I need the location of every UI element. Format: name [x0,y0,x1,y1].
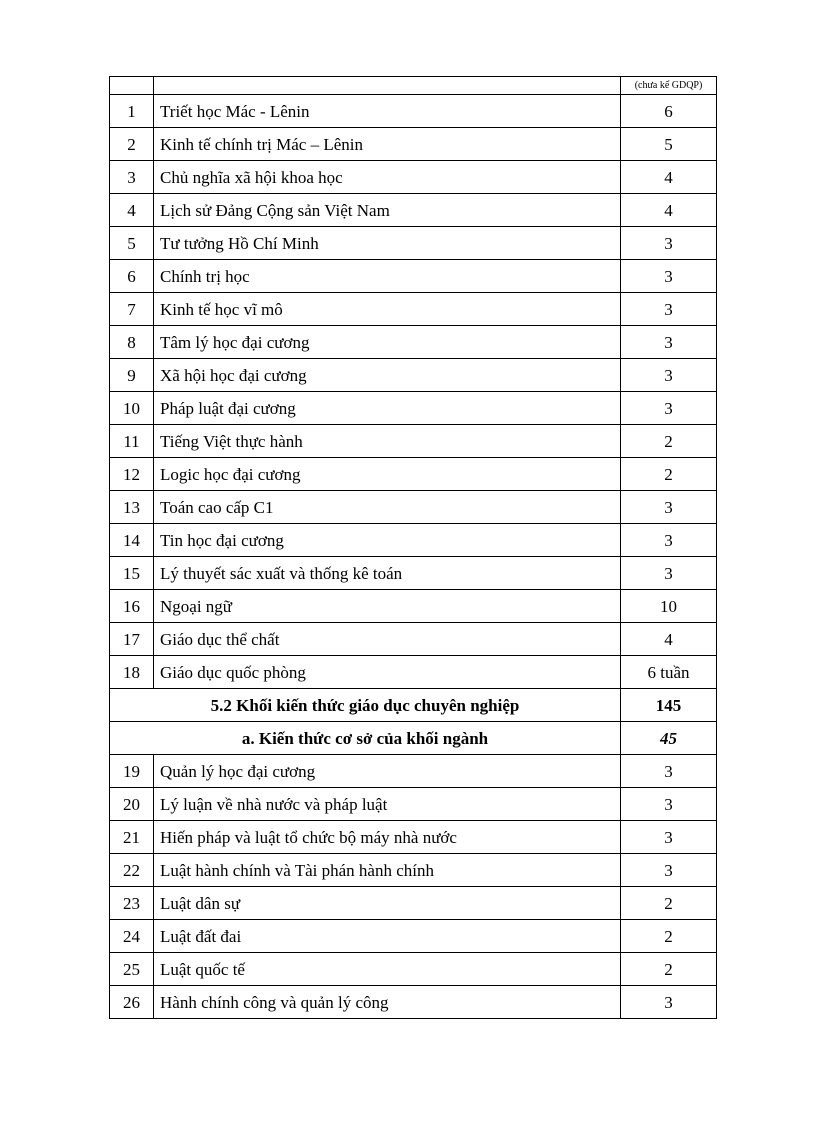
course-row [110,194,717,227]
course-row [110,260,717,293]
course-row [110,128,717,161]
course-number: 18 [110,656,154,689]
course-number: 24 [110,920,154,953]
course-row [110,821,717,854]
header-blank-cell [154,77,621,95]
course-credits: 3 [621,755,717,788]
course-credits: 2 [621,425,717,458]
course-number: 25 [110,953,154,986]
course-name: Luật quốc tế [154,953,621,986]
course-name: Luật dân sự [154,887,621,920]
curriculum-table [109,76,717,1019]
course-credits: 3 [621,854,717,887]
course-name: Hành chính công và quản lý công [154,986,621,1019]
course-row [110,227,717,260]
course-row [110,656,717,689]
course-number: 23 [110,887,154,920]
course-row [110,623,717,656]
course-credits: 6 tuần [621,656,717,689]
course-credits: 3 [621,227,717,260]
course-row [110,458,717,491]
course-row [110,920,717,953]
course-row [110,491,717,524]
course-number: 10 [110,392,154,425]
course-name: Hiến pháp và luật tổ chức bộ máy nhà nước [154,821,621,854]
course-credits: 10 [621,590,717,623]
course-name: Quản lý học đại cương [154,755,621,788]
section-credits: 45 [621,722,717,755]
course-number: 3 [110,161,154,194]
course-credits: 3 [621,986,717,1019]
course-number: 16 [110,590,154,623]
table-header-row [110,77,717,95]
course-name: Xã hội học đại cương [154,359,621,392]
course-number: 4 [110,194,154,227]
section-credits: 145 [621,689,717,722]
course-credits: 3 [621,359,717,392]
course-credits: 2 [621,458,717,491]
course-number: 6 [110,260,154,293]
course-row [110,788,717,821]
course-name: Tư tưởng Hồ Chí Minh [154,227,621,260]
section-row-5-2 [110,689,717,722]
course-name: Tiếng Việt thực hành [154,425,621,458]
course-credits: 2 [621,920,717,953]
course-name: Toán cao cấp C1 [154,491,621,524]
course-name: Giáo dục quốc phòng [154,656,621,689]
course-name: Lý thuyết sác xuất và thống kê toán [154,557,621,590]
course-name: Lý luận về nhà nước và pháp luật [154,788,621,821]
course-credits: 3 [621,392,717,425]
course-credits: 3 [621,491,717,524]
course-number: 8 [110,326,154,359]
course-credits: 3 [621,524,717,557]
course-number: 22 [110,854,154,887]
course-row [110,986,717,1019]
course-row [110,590,717,623]
course-name: Logic học đại cương [154,458,621,491]
course-name: Giáo dục thể chất [154,623,621,656]
course-name: Luật hành chính và Tài phán hành chính [154,854,621,887]
course-row [110,359,717,392]
course-row [110,854,717,887]
section-title: 5.2 Khối kiến thức giáo dục chuyên nghiệp [110,689,621,722]
course-row [110,161,717,194]
course-number: 14 [110,524,154,557]
course-number: 12 [110,458,154,491]
course-row [110,392,717,425]
course-name: Luật đất đai [154,920,621,953]
course-number: 11 [110,425,154,458]
course-row [110,953,717,986]
course-credits: 2 [621,887,717,920]
course-number: 9 [110,359,154,392]
course-row [110,557,717,590]
course-name: Lịch sử Đảng Cộng sản Việt Nam [154,194,621,227]
course-row [110,887,717,920]
header-blank-cell [110,77,154,95]
course-credits: 3 [621,788,717,821]
course-row [110,293,717,326]
course-credits: 2 [621,953,717,986]
course-number: 2 [110,128,154,161]
course-row [110,95,717,128]
course-row [110,755,717,788]
header-note: (chưa kể GDQP) [621,77,717,95]
section-title: a. Kiến thức cơ sở của khối ngành [110,722,621,755]
course-number: 15 [110,557,154,590]
course-row [110,524,717,557]
course-name: Kinh tế học vĩ mô [154,293,621,326]
course-name: Triết học Mác - Lênin [154,95,621,128]
course-number: 17 [110,623,154,656]
course-credits: 4 [621,161,717,194]
course-number: 19 [110,755,154,788]
course-number: 13 [110,491,154,524]
course-number: 1 [110,95,154,128]
course-credits: 6 [621,95,717,128]
course-row [110,425,717,458]
table-body [110,77,717,1019]
course-row [110,326,717,359]
section-row-a [110,722,717,755]
course-credits: 5 [621,128,717,161]
course-name: Tin học đại cương [154,524,621,557]
course-number: 20 [110,788,154,821]
course-credits: 3 [621,557,717,590]
course-name: Pháp luật đại cương [154,392,621,425]
course-credits: 3 [621,293,717,326]
course-name: Kinh tế chính trị Mác – Lênin [154,128,621,161]
course-number: 26 [110,986,154,1019]
course-credits: 4 [621,194,717,227]
course-number: 7 [110,293,154,326]
course-name: Chủ nghĩa xã hội khoa học [154,161,621,194]
course-credits: 3 [621,821,717,854]
course-credits: 3 [621,260,717,293]
course-name: Chính trị học [154,260,621,293]
course-number: 21 [110,821,154,854]
course-name: Ngoại ngữ [154,590,621,623]
course-name: Tâm lý học đại cương [154,326,621,359]
course-credits: 4 [621,623,717,656]
course-number: 5 [110,227,154,260]
course-credits: 3 [621,326,717,359]
